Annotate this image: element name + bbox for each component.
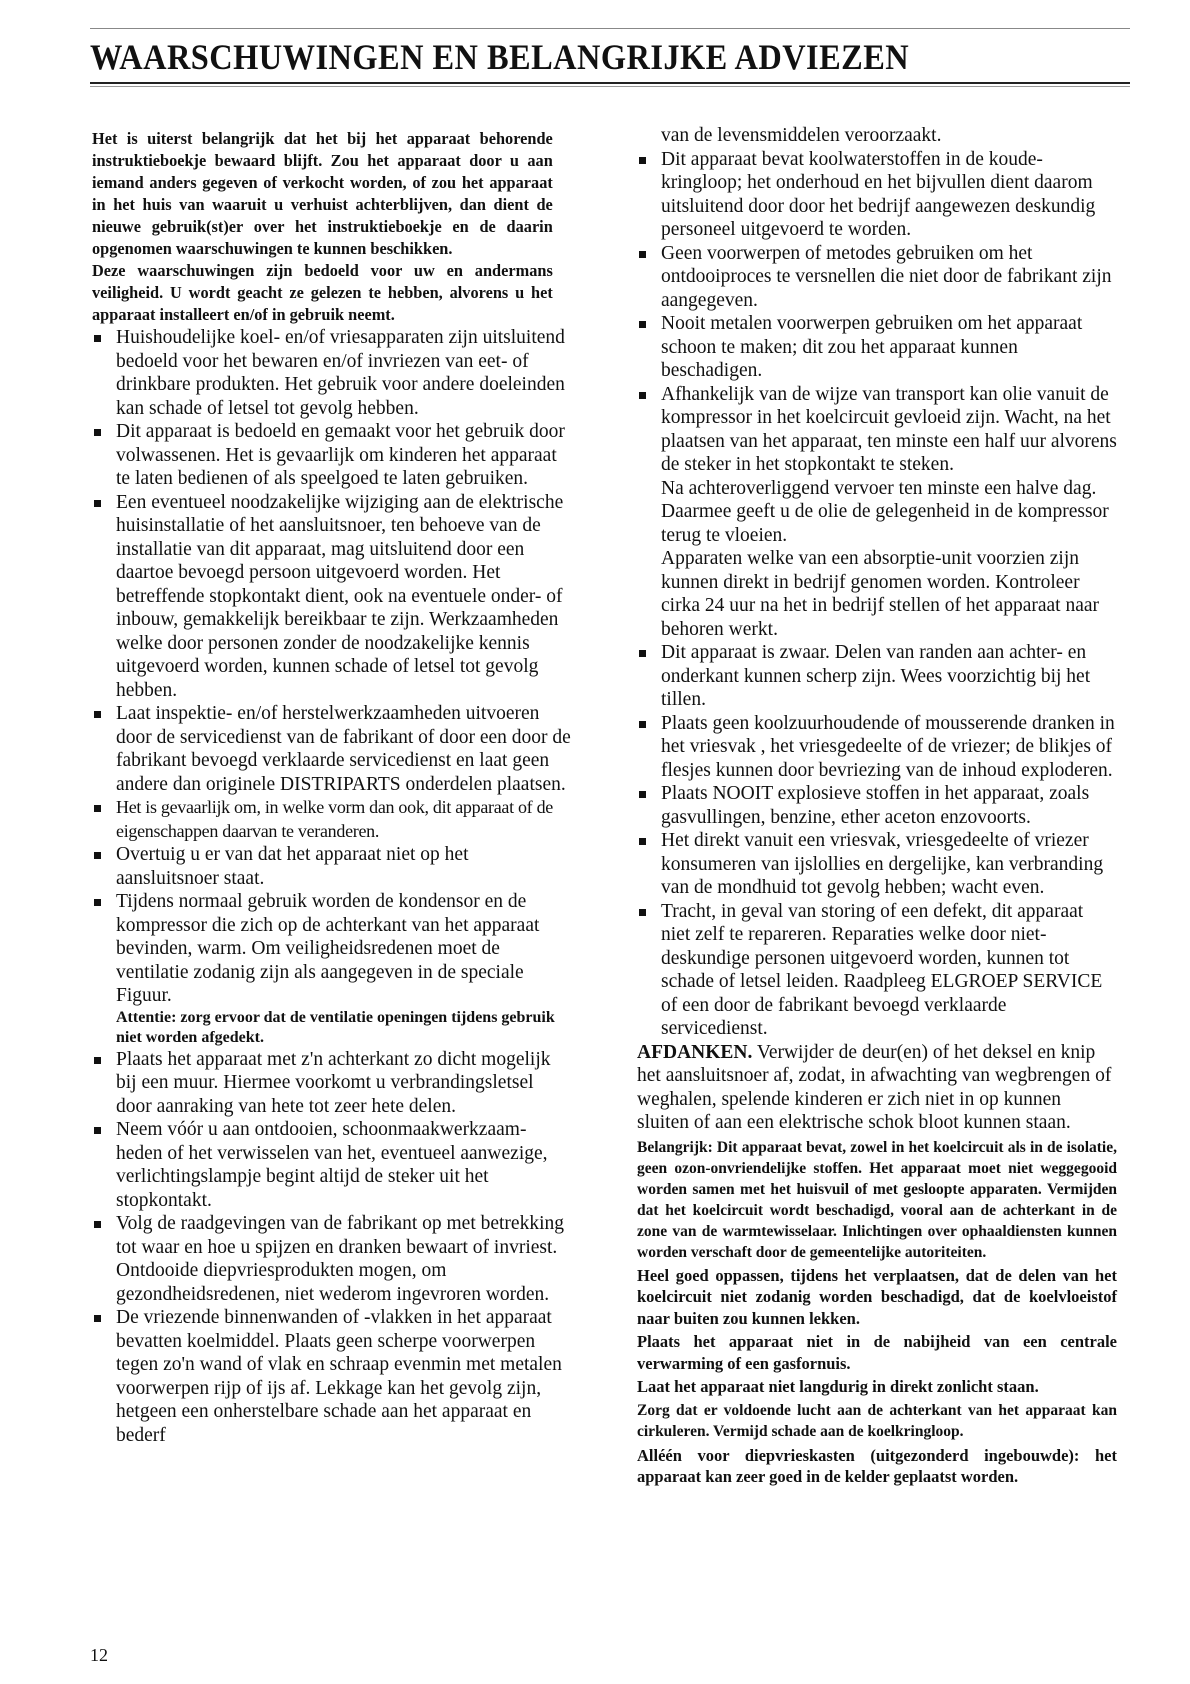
absorption-note: Apparaten welke van een absorptie-unit voorzien zijn kunnen direkt in bedrijf genomen worden. Kontroleer cirka 24 uur na het in bedrijf stellen of het apparaat naar behoren werkt. bbox=[661, 548, 1100, 640]
page-title: WAARSCHUWINGEN EN BELANGRIJKE ADVIEZEN bbox=[90, 37, 910, 77]
disposal-paragraph: AFDANKEN. Verwijder de deur(en) of het deksel en knip het aansluitsnoer af, zodat, in afwachting van wegbrengen of weghalen, spelende kinderen er zich niet in op kunnen sluiten of aan een elektrische schok bloot kunnen staan. bbox=[637, 1041, 1112, 1133]
disposal-label: AFDANKEN. bbox=[637, 1041, 753, 1063]
bullet-icon bbox=[639, 791, 646, 798]
list-item: Dit apparaat is bedoeld en gemaakt voor het gebruik door volwassenen. Het is gevaarlijk om kinderen het apparaat te laten bedienen of als speelgoed te laten gebruiken. bbox=[92, 420, 572, 491]
list-item: Nooit metalen voorwerpen gebruiken om het apparaat schoon te maken; dit zou het apparaat kunnen beschadigen. bbox=[637, 312, 1117, 383]
cellar-note: Alléén voor diepvrieskasten (uitgezonderd ingebouwde): het apparaat kan zeer goed in de kelder geplaatst worden. bbox=[637, 1445, 1117, 1486]
bullet-icon bbox=[639, 909, 646, 916]
list-item: De vriezende binnenwanden of -vlakken in het apparaat bevatten koelmiddel. Plaats geen scherpe voorwerpen tegen zo'n wand of vlak en schraap evenmin met metalen voorwerpen rijp of ijs af. Lekkage kan het gevolg zijn, hetgeen een onherstelbare schade aan het apparaat en bederf bbox=[92, 1306, 572, 1447]
moving-note: Heel goed oppassen, tijdens het verplaatsen, dat de delen van het koelcircuit niet zodanig worden beschadigd, dat de koelvloeistof naar buiten zou kunnen lekken. bbox=[637, 1265, 1117, 1328]
bullet-icon bbox=[639, 721, 646, 728]
list-item: Tijdens normaal gebruik worden de kondensor en de kompressor die zich op de achterkant van het apparaat bevinden, warm. Om veiligheidsredenen moet de ventilatie zodanig zijn als aangegeven in de speciale Figuur. Attentie: zorg ervoor dat de ventilatie openingen tijdens gebruik niet worden afgedekt. bbox=[92, 890, 572, 1048]
list-item: Overtuig u er van dat het apparaat niet op het aansluitsnoer staat. bbox=[92, 843, 572, 890]
list-item: Afhankelijk van de wijze van transport kan olie vanuit de kompressor in het koelcircuit gevloeid zijn. Wacht, na het plaatsen van het apparaat, ten minste een half uur alvorens de steker in het stopkontakt te steken. Na achteroverliggend vervoer ten minste een halve dag. Daarmee geeft u de olie de gelegenheid in de kompressor terug te vloeien. Apparaten welke van een absorptie-unit voorzien zijn kunnen direkt in bedrijf genomen worden. Kontroleer cirka 24 uur na het in bedrijf stellen of het apparaat naar behoren werkt. bbox=[637, 383, 1117, 642]
list-item: Plaats het apparaat met z'n achterkant zo dicht mogelijk bij een muur. Hiermee voorkomt u verbrandingsletsel door aanraking van hete tot zeer hete delen. bbox=[92, 1048, 572, 1119]
list-item: Huishoudelijke koel- en/of vriesapparaten zijn uitsluitend bedoeld voor het bewaren en/of invriezen van eet- of drinkbare produkten. Het gebruik voor andere doeleinden kan schade of letsel tot gevolg hebben. bbox=[92, 326, 572, 420]
bullet-icon bbox=[94, 711, 101, 718]
list-item: Het is gevaarlijk om, in welke vorm dan ook, dit apparaat of de eigenschappen daarvan te veranderen. bbox=[92, 796, 572, 843]
transport-note: Na achteroverliggend vervoer ten minste een halve dag. Daarmee geeft u de olie de gelegenheid in de kompressor terug te vloeien. bbox=[661, 477, 1109, 546]
list-item: Plaats geen koolzuurhoudende of mousserende dranken in het vriesvak , het vriesgedeelte of de vriezer; de blikjes of flesjes kunnen door bevriezing van de inhoud exploderen. bbox=[637, 712, 1117, 783]
bullet-icon bbox=[94, 852, 101, 859]
important-paragraph: Belangrijk: Dit apparaat bevat, zowel in het koelcircuit als in de isolatie, geen ozon-onvriendelijke stoffen. Het apparaat moet niet weggegooid worden samen met het huisvuil of met gesloopte apparaten. Vermijden dat het koelcircuit wordt beschadigd, vooral aan de achterkant in de zone van de warmtewisselaar. Inlichtingen over ophaaldiensten kunnen worden verschaft door de gemeentelijke autoriteiten. bbox=[637, 1138, 1117, 1261]
bullet-icon bbox=[94, 335, 101, 342]
list-item: Laat inspektie- en/of herstelwerkzaamheden uitvoeren door de servicedienst van de fabrikant of door een door de fabrikant bevoegd verklaarde servicedienst en laat geen andere dan originele DISTRIPARTS onderdelen plaatsen. bbox=[92, 702, 572, 796]
list-item: Volg de raadgevingen van de fabrikant op met betrekking tot waar en hoe u spijzen en dranken bewaart of invriest. Ontdooide diepvriesprodukten mogen, om gezondheidsredenen, niet wederom ingevroren worden. bbox=[92, 1212, 572, 1306]
header-bottom-rule-thin bbox=[90, 86, 1130, 87]
bullet-icon bbox=[639, 251, 646, 258]
bullet-icon bbox=[94, 429, 101, 436]
bullet-icon bbox=[94, 805, 101, 812]
airflow-note: Zorg dat er voldoende lucht aan de achterkant van het apparaat kan cirkuleren. Vermijd schade aan de koelkringloop. bbox=[637, 1401, 1117, 1440]
header-top-rule bbox=[90, 28, 1130, 29]
left-column bbox=[92, 128, 572, 1447]
warning-list-left bbox=[92, 326, 572, 1447]
list-item: Dit apparaat bevat koolwaterstoffen in de koude-kringloop; het onderhoud en het bijvullen dient daarom uitsluitend door door het bedrijf aangewezen deskundig personeel uitgevoerd te worden. bbox=[637, 148, 1117, 242]
intro-paragraph: Het is uiterst belangrijk dat het bij het apparaat behorende instruktieboekje bewaard blijft. Zou het apparaat door u aan iemand anders gegeven of verkocht worden, of zou het apparaat in het huis van waaruit u verhuist achterblijven, dan dient de nieuwe gebruik(st)er over het instruktieboekje en de daarin opgenomen waarschuwingen te kunnen beschikken. bbox=[92, 129, 553, 258]
bullet-icon bbox=[639, 838, 646, 845]
header-bottom-rule bbox=[90, 82, 1130, 84]
bullet-icon bbox=[639, 157, 646, 164]
list-item: Neem vóór u aan ontdooien, schoonmaakwerkzaam-heden of het verwisselen van het, eventueel aanwezige, verlichtingslampje begint altijd de steker uit het stopkontakt. bbox=[92, 1118, 572, 1212]
bullet-icon bbox=[94, 500, 101, 507]
page-number: 12 bbox=[90, 1645, 108, 1665]
intro-safety-paragraph: Deze waarschuwingen zijn bedoeld voor uw en andermans veiligheid. U wordt geacht ze gelezen te hebben, alvorens u het apparaat installeert en/of in gebruik neemt. bbox=[92, 261, 553, 324]
bullet-icon bbox=[94, 899, 101, 906]
list-item: Plaats NOOIT explosieve stoffen in het apparaat, zoals gasvullingen, benzine, ether aceton enzovoorts. bbox=[637, 782, 1117, 829]
bullet-icon bbox=[94, 1315, 101, 1322]
bullet-icon bbox=[94, 1221, 101, 1228]
bullet-icon bbox=[639, 392, 646, 399]
right-column bbox=[637, 124, 1117, 1488]
list-item: Het direkt vanuit een vriesvak, vriesgedeelte of vriezer konsumeren van ijslollies en dergelijke, kan verbranding van de mondhuid tot gevolg hebben; wacht even. bbox=[637, 829, 1117, 900]
heating-note: Plaats het apparaat niet in de nabijheid van een centrale verwarming of een gasfornuis. bbox=[637, 1332, 1117, 1373]
list-item: Tracht, in geval van storing of een defekt, dit apparaat niet zelf te repareren. Reparaties welke door niet-deskundige personen uitgevoerd worden, kunnen tot schade of letsel leiden. Raadpleeg ELGROEP SERVICE of een door de fabrikant bevoegd verklaarde servicedienst. bbox=[637, 900, 1117, 1041]
list-item: Dit apparaat is zwaar. Delen van randen aan achter- en onderkant kunnen scherp zijn. Wees voorzichtig bij het tillen. bbox=[637, 641, 1117, 712]
bullet-icon bbox=[94, 1127, 101, 1134]
sunlight-note: Laat het apparaat niet langdurig in direkt zonlicht staan. bbox=[637, 1377, 1039, 1396]
list-item: Een eventueel noodzakelijke wijziging aan de elektrische huisinstallatie of het aansluitsnoer, ten behoeve van de installatie van dit apparaat, mag uitsluitend door een daartoe bevoegd persoon uitgevoerd worden. Het betreffende stopkontakt dient, ook na eventuele onder- of inbouw, gemakkelijk bereikbaar te zijn. Werkzaamheden welke door personen zonder de noodzakelijke kennis uitgevoerd worden, kunnen schade of letsel tot gevolg hebben. bbox=[92, 491, 572, 703]
bullet-icon bbox=[639, 321, 646, 328]
bullet-icon bbox=[94, 1057, 101, 1064]
continuation-text: van de levensmiddelen veroorzaakt. bbox=[661, 125, 942, 146]
warning-list-right bbox=[637, 148, 1117, 1041]
bullet-icon bbox=[639, 650, 646, 657]
attention-note: Attentie: zorg ervoor dat de ventilatie openingen tijdens gebruik niet worden afgedekt. bbox=[116, 1008, 555, 1046]
list-item: Geen voorwerpen of metodes gebruiken om het ontdooiproces te versnellen die niet door de fabrikant zijn aangegeven. bbox=[637, 242, 1117, 313]
